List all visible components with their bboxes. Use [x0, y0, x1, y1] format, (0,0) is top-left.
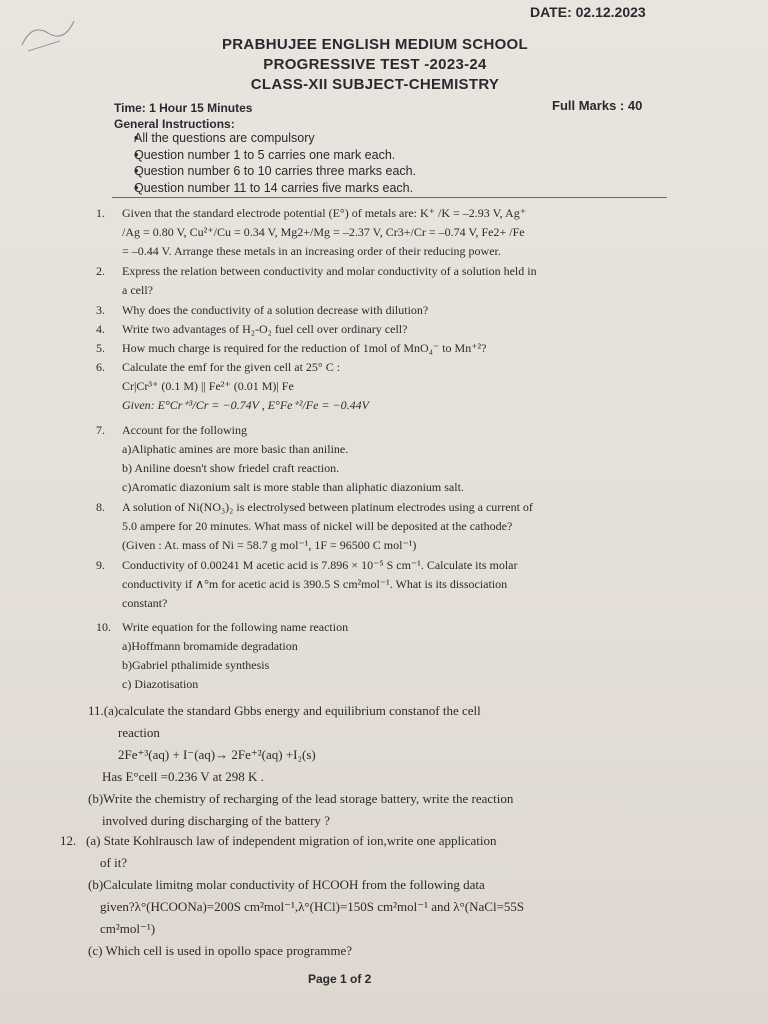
question-number: 6.	[96, 360, 105, 374]
question-text: involved during discharging of the battery ?	[102, 813, 330, 828]
sub-question-c: c)Aromatic diazonium salt is more stable than aliphatic diazonium salt.	[122, 480, 464, 494]
exam-meta	[114, 100, 252, 132]
question-text: reaction	[118, 725, 160, 740]
sub-question-a: a)Aliphatic amines are more basic than aniline.	[122, 442, 349, 456]
question-text: Calculate the emf for the given cell at 25° C :	[122, 360, 341, 374]
question-text: A solution of Ni(NO₃)₂ is electrolysed between platinum electrodes using a current of	[122, 500, 533, 514]
general-instructions-heading: General Instructions:	[114, 117, 235, 131]
class-subject: CLASS-XII SUBJECT-CHEMISTRY	[250, 76, 500, 93]
full-marks: Full Marks : 40	[552, 98, 643, 113]
sub-question-a: (a)calculate the standard Gbbs energy and equilibrium constanof the cell	[103, 703, 481, 718]
question-8	[96, 498, 676, 555]
sub-question-b: b)Gabriel pthalimide synthesis	[122, 658, 270, 672]
question-text: conductivity if ∧°m for acetic acid is 390.5 S cm²mol⁻¹. What is its dissociation	[122, 577, 508, 591]
instruction-list	[114, 130, 416, 196]
question-text: /Ag = 0.80 V, Cu²⁺/Cu = 0.34 V, Mg2+/Mg = –2.37 V, Cr3+/Cr = –0.74 V, Fe2+ /Fe	[122, 225, 525, 239]
test-title: PROGRESSIVE TEST -2023-24	[263, 56, 487, 73]
question-number: 11.	[88, 703, 104, 718]
sub-question-c: (c) Which cell is used in opollo space programme?	[88, 943, 353, 958]
question-number: 2.	[96, 264, 105, 278]
question-number: 1.	[96, 206, 105, 220]
question-text: Express the relation between conductivity and molar conductivity of a solution held in	[122, 264, 537, 278]
question-text: Why does the conductivity of a solution decrease with dilution?	[122, 303, 429, 317]
question-3	[96, 301, 676, 320]
instruction-item: • Question number 1 to 5 carries one mark each.	[134, 147, 416, 164]
question-number: 3.	[96, 303, 105, 317]
sub-question-b: (b)Write the chemistry of recharging of the lead storage battery, write the reaction	[88, 791, 514, 806]
sub-question-b: (b)Calculate limitng molar conductivity of HCOOH from the following data	[88, 877, 485, 892]
page-number: Page 1 of 2	[308, 972, 372, 986]
instruction-item: • Question number 11 to 14 carries five marks each.	[134, 180, 416, 197]
reaction-equation: 2Fe⁺³(aq) + I⁻(aq)→ 2Fe⁺²(aq) +I₂(s)	[118, 747, 316, 762]
school-name: PRABHUJEE ENGLISH MEDIUM SCHOOL	[222, 36, 528, 53]
given-potentials: Given: E°Cr⁺³/Cr = −0.74V , E°Fe⁺²/Fe = −0.44V	[122, 398, 369, 412]
question-1	[96, 204, 676, 261]
question-text: Has E°cell =0.236 V at 298 K .	[102, 769, 264, 784]
question-11	[88, 700, 684, 832]
cell-notation: Cr|Cr³⁺ (0.1 M) || Fe²⁺ (0.01 M)| Fe	[122, 379, 294, 393]
question-4	[96, 320, 676, 339]
question-number: 7.	[96, 423, 105, 437]
question-text: Write equation for the following name reaction	[122, 620, 349, 634]
sub-question-c: c) Diazotisation	[122, 677, 199, 691]
question-9	[96, 556, 676, 613]
question-text: a cell?	[122, 283, 153, 297]
question-text: cm²mol⁻¹)	[100, 921, 156, 936]
question-5	[96, 339, 676, 358]
question-number: 8.	[96, 500, 105, 514]
sub-question-a: a)Hoffmann bromamide degradation	[122, 639, 298, 653]
question-text: Write two advantages of H₂-O₂ fuel cell over ordinary cell?	[122, 322, 408, 336]
question-text: Account for the following	[122, 423, 247, 437]
question-text: How much charge is required for the reduction of 1mol of MnO₄⁻ to Mn⁺²?	[122, 341, 487, 355]
question-text: 5.0 ampere for 20 minutes. What mass of nickel will be deposited at the cathode?	[122, 519, 513, 533]
question-text: constant?	[122, 596, 168, 610]
question-2	[96, 262, 676, 300]
time-allowed: Time: 1 Hour 15 Minutes	[114, 101, 253, 115]
question-number: 9.	[96, 558, 105, 572]
sub-question-b: b) Aniline doesn't show friedel craft reaction.	[122, 461, 340, 475]
question-number: 10.	[96, 620, 111, 634]
question-text: = –0.44 V. Arrange these metals in an increasing order of their reducing power.	[122, 244, 501, 258]
exam-date: DATE: 02.12.2023	[530, 4, 646, 20]
question-6	[96, 358, 676, 415]
question-text: Given that the standard electrode potential (E°) of metals are: K⁺ /K = –2.93 V, Ag⁺	[122, 206, 527, 220]
instruction-item: • All the questions are compulsory	[134, 130, 416, 147]
question-text: Conductivity of 0.00241 M acetic acid is 7.896 × 10⁻⁵ S cm⁻¹. Calculate its molar	[122, 558, 518, 572]
question-text: given?λ°(HCOONa)=200S cm²mol⁻¹,λ°(HCl)=150S cm²mol⁻¹ and λ°(NaCl=55S	[100, 899, 525, 914]
question-text: (Given : At. mass of Ni = 58.7 g mol⁻¹, 1F = 96500 C mol⁻¹)	[122, 538, 417, 552]
sub-question-a: (a) State Kohlrausch law of independent migration of ion,write one application	[86, 833, 497, 848]
question-number: 12.	[60, 833, 77, 848]
pen-scribble-mark	[20, 15, 76, 55]
question-10	[96, 618, 676, 694]
header-divider	[112, 197, 667, 198]
question-7	[96, 421, 676, 497]
question-text: of it?	[100, 855, 128, 870]
instruction-item: • Question number 6 to 10 carries three marks each.	[134, 163, 416, 180]
question-number: 5.	[96, 341, 105, 355]
question-number: 4.	[96, 322, 105, 336]
question-12	[60, 830, 686, 962]
